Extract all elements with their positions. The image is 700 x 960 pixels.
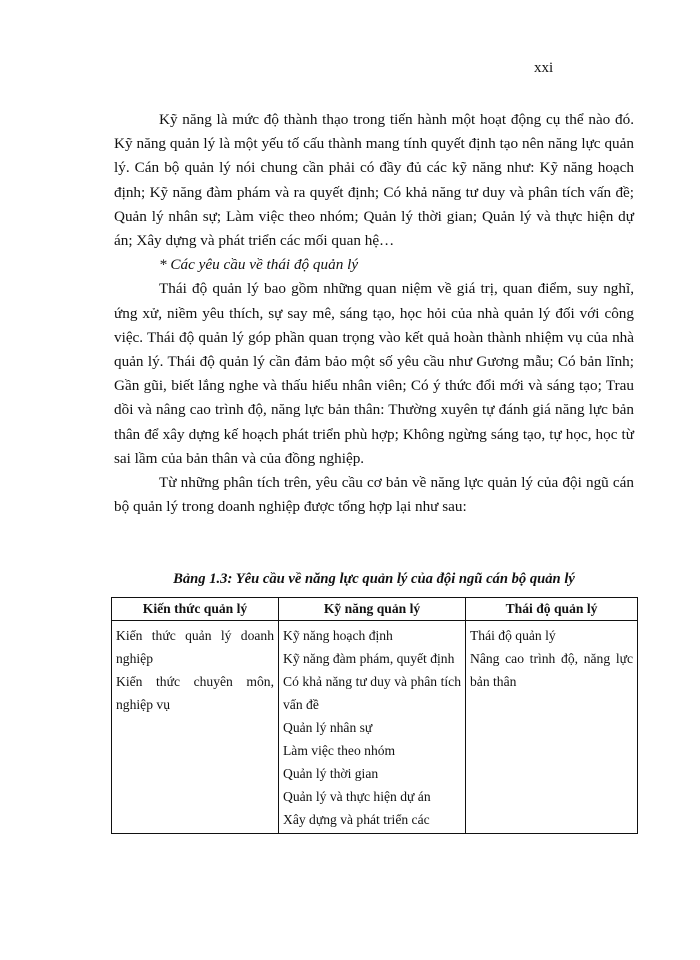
body-text bbox=[114, 108, 634, 519]
list-item: Làm việc theo nhóm bbox=[283, 743, 396, 758]
list-item: Kỹ năng đàm phám, quyết định bbox=[283, 651, 455, 666]
header-attitude: Thái độ quản lý bbox=[466, 598, 638, 621]
list-item: Kiến thức quản lý doanh nghiệp bbox=[116, 628, 274, 666]
skills-cell bbox=[279, 621, 466, 834]
list-item: Quản lý và thực hiện dự án bbox=[283, 789, 431, 804]
section-heading-attitude: * Các yêu cầu về thái độ quản lý bbox=[159, 256, 359, 274]
header-knowledge: Kiến thức quản lý bbox=[112, 598, 279, 621]
list-item: Có khả năng tư duy và phân tích vấn đề bbox=[283, 674, 461, 712]
paragraph-summary: Từ những phân tích trên, yêu cầu cơ bản về năng lực quản lý của đội ngũ cán bộ quản lý trong doanh nghiệp được tổng hợp lại như sau: bbox=[114, 474, 634, 516]
page-number: xxi bbox=[534, 60, 554, 76]
list-item: Nâng cao trình độ, năng lực bản thân bbox=[470, 651, 633, 689]
paragraph-attitude: Thái độ quản lý bao gồm những quan niệm về giá trị, quan điểm, suy nghĩ, ứng xử, niềm yêu thích, sự say mê, sáng tạo, học hỏi của nhà quản lý đối với công việc. Thái độ quản lý góp phần quan trọng vào kết quả hoàn thành nhiệm vụ của nhà quản lý. Thái độ quản lý cần đảm bảo một số yêu cầu như Gương mẫu; Có bản lĩnh; Gần gũi, biết lắng nghe và thấu hiểu nhân viên; Có ý thức đổi mới và sáng tạo; Trau dồi và nâng cao trình độ, năng lực bản thân: Thường xuyên tự đánh giá năng lực bản thân để xây dựng kế hoạch phát triển phù hợp; Không ngừng sáng tạo, tự học, học từ sai lầm của bản thân và của đồng nghiệp. bbox=[114, 280, 634, 467]
knowledge-cell bbox=[112, 621, 279, 834]
table-caption: Bảng 1.3: Yêu cầu về năng lực quản lý của đội ngũ cán bộ quản lý bbox=[173, 571, 575, 587]
table-row bbox=[112, 621, 638, 834]
list-item: Xây dựng và phát triển các bbox=[283, 812, 430, 827]
requirements-table bbox=[111, 597, 638, 834]
list-item: Quản lý thời gian bbox=[283, 766, 379, 781]
list-item: Kiến thức chuyên môn, nghiệp vụ bbox=[116, 674, 274, 712]
paragraph-skills: Kỹ năng là mức độ thành thạo trong tiến hành một hoạt động cụ thể nào đó. Kỹ năng quản lý là một yếu tố cấu thành mang tính quyết định tạo nên năng lực quản lý. Cán bộ quản lý nói chung cần phải có đầy đủ các kỹ năng như: Kỹ năng hoạch định; Kỹ năng đàm phám và ra quyết định; Có khả năng tư duy và phân tích vấn đề; Quản lý nhân sự; Làm việc theo nhóm; Quản lý thời gian; Quản lý và thực hiện dự án; Xây dựng và phát triển các mối quan hệ… bbox=[114, 111, 634, 250]
list-item: Thái độ quản lý bbox=[470, 628, 556, 643]
list-item: Quản lý nhân sự bbox=[283, 720, 373, 735]
attitude-cell bbox=[466, 621, 638, 834]
header-skills: Kỹ năng quản lý bbox=[279, 598, 466, 621]
table-header-row bbox=[112, 598, 638, 621]
list-item: Kỹ năng hoạch định bbox=[283, 628, 393, 643]
